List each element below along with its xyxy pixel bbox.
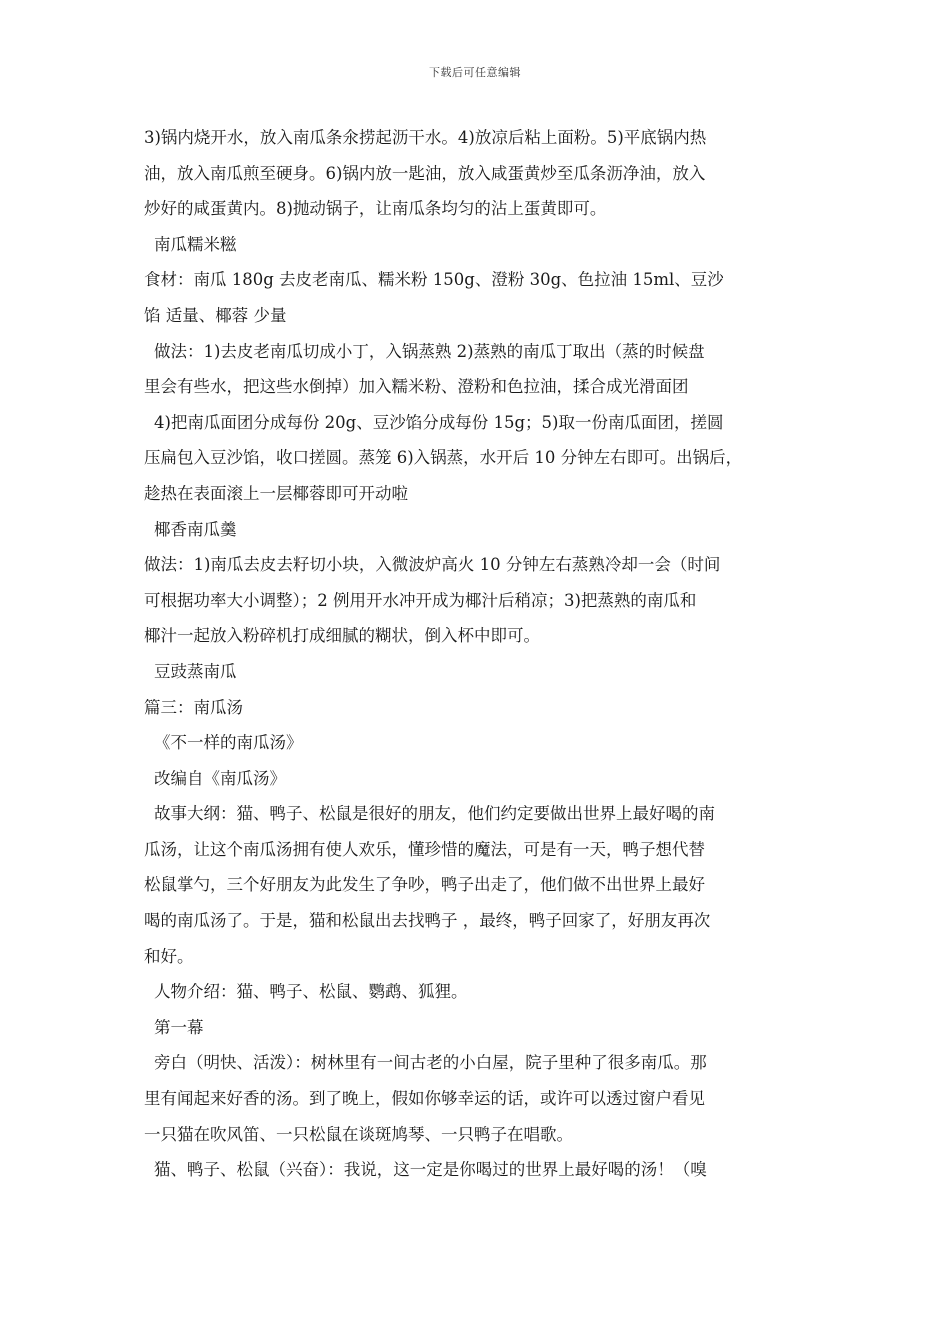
text-line: 和好。 <box>144 946 194 966</box>
text-line: 椰汁一起放入粉碎机打成细腻的糊状，倒入杯中即可。 <box>144 626 540 646</box>
text-line: 炒好的咸蛋黄内。8)抛动锅子，让南瓜条均匀的沾上蛋黄即可。 <box>144 199 607 219</box>
section-heading: 南瓜糯米糍 <box>154 234 237 254</box>
text-line: 4)把南瓜面团分成每份 20g、豆沙馅分成每份 15g；5)取一份南瓜面团，搓圆 <box>154 412 724 432</box>
text-line: 3)锅内烧开水，放入南瓜条氽捞起沥干水。4)放凉后粘上面粉。5)平底锅内热 <box>144 128 707 147</box>
text-line: 旁白（明快、活泼）：树林里有一间古老的小白屋，院子里种了很多南瓜。那 <box>154 1053 707 1073</box>
story-source: 改编自《南瓜汤》 <box>154 768 286 788</box>
text-line: 喝的南瓜汤了。于是，猫和松鼠出去找鸭子 ，最终，鸭子回家了，好朋友再次 <box>144 911 711 931</box>
text-line: 油，放入南瓜煎至硬身。6)锅内放一匙油，放入咸蛋黄炒至瓜条沥净油，放入 <box>144 163 706 183</box>
text-line: 食材：南瓜 180g 去皮老南瓜、糯米粉 150g、澄粉 30g、色拉油 15ml、豆沙 <box>144 270 724 290</box>
text-line: 猫、鸭子、松鼠（兴奋）：我说，这一定是你喝过的世界上最好喝的汤！（嗅 <box>154 1160 707 1180</box>
text-line: 松鼠掌勺，三个好朋友为此发生了争吵，鸭子出走了，他们做不出世界上最好 <box>144 875 705 895</box>
page-header: 下载后可任意编辑 <box>429 66 521 79</box>
text-line: 一只猫在吹风笛、一只松鼠在谈斑鸠琴、一只鸭子在唱歌。 <box>144 1124 573 1144</box>
section-heading: 豆豉蒸南瓜 <box>154 661 237 681</box>
text-line: 故事大纲：猫、鸭子、松鼠是很好的朋友，他们约定要做出世界上最好喝的南 <box>154 804 715 824</box>
story-title: 《不一样的南瓜汤》 <box>154 733 303 753</box>
text-line: 趁热在表面滚上一层椰蓉即可开动啦 <box>144 483 408 503</box>
document-body <box>144 120 812 1188</box>
text-line: 人物介绍：猫、鸭子、松鼠、鹦鹉、狐狸。 <box>154 982 468 1002</box>
text-line: 可根据功率大小调整）；2 例用开水冲开成为椰汁后稍凉；3)把蒸熟的南瓜和 <box>144 590 697 610</box>
act-heading: 第一幕 <box>154 1017 204 1037</box>
text-line: 馅 适量、椰蓉 少量 <box>144 305 287 325</box>
text-line: 里会有些水，把这些水倒掉）加入糯米粉、澄粉和色拉油，揉合成光滑面团 <box>144 377 689 397</box>
text-line: 瓜汤，让这个南瓜汤拥有使人欢乐，懂珍惜的魔法，可是有一天，鸭子想代替 <box>144 839 705 859</box>
text-line: 里有闻起来好香的汤。到了晚上，假如你够幸运的话，或许可以透过窗户看见 <box>144 1089 705 1109</box>
chapter-heading: 篇三：南瓜汤 <box>144 697 243 717</box>
text-line: 压扁包入豆沙馅，收口搓圆。蒸笼 6)入锅蒸，水开后 10 分钟左右即可。出锅后， <box>144 448 743 468</box>
section-heading: 椰香南瓜羹 <box>154 519 237 539</box>
text-line: 做法：1)去皮老南瓜切成小丁，入锅蒸熟 2)蒸熟的南瓜丁取出（蒸的时候盘 <box>154 341 705 361</box>
text-line: 做法：1)南瓜去皮去籽切小块，入微波炉高火 10 分钟左右蒸熟冷却一会（时间 <box>144 555 721 575</box>
